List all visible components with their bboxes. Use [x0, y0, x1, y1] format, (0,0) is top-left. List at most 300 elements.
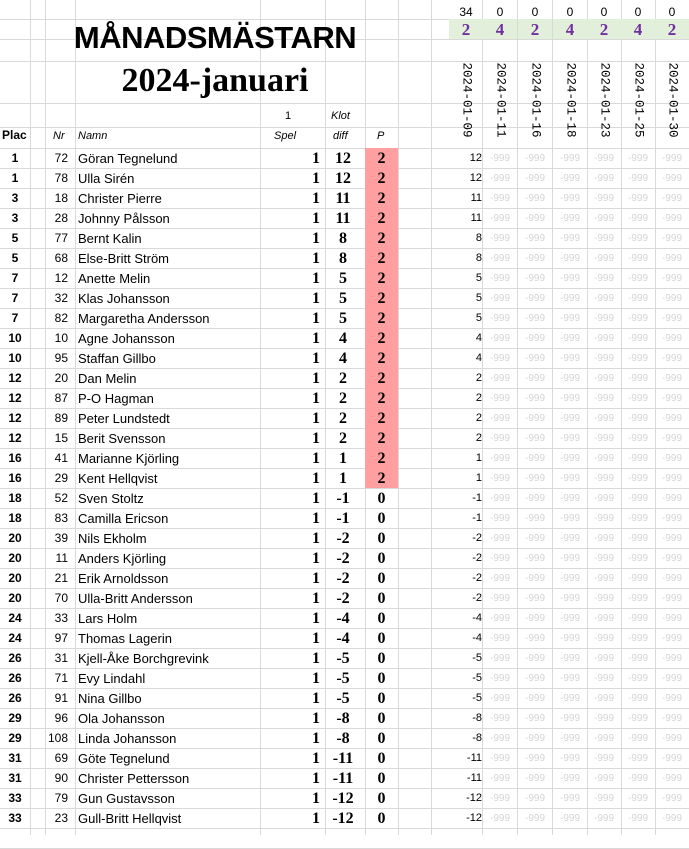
points-cell[interactable]: 0: [377, 590, 386, 607]
points-cell[interactable]: 2: [365, 368, 398, 388]
placeholder-cell[interactable]: -999: [593, 733, 614, 744]
top-count-cell[interactable]: 34: [459, 5, 473, 19]
placeholder-cell[interactable]: -999: [661, 813, 682, 824]
date-value-cell[interactable]: 1: [475, 452, 482, 464]
placeholder-cell[interactable]: -999: [593, 653, 614, 664]
placeholder-cell[interactable]: -999: [559, 713, 580, 724]
date-header-cell[interactable]: [655, 62, 689, 138]
points-cell[interactable]: 2: [365, 268, 398, 288]
placeholder-cell[interactable]: -999: [559, 393, 580, 404]
nr-cell[interactable]: 21: [54, 571, 68, 585]
green-value-cell[interactable]: 2: [518, 19, 552, 39]
points-cell[interactable]: 2: [365, 288, 398, 308]
plac-cell[interactable]: 12: [8, 391, 22, 405]
diff-cell[interactable]: 12: [335, 150, 351, 167]
points-cell[interactable]: 0: [377, 690, 386, 707]
placeholder-cell[interactable]: -999: [661, 193, 682, 204]
placeholder-cell[interactable]: -999: [489, 153, 510, 164]
date-header-cell[interactable]: [587, 62, 621, 138]
top-count-cell[interactable]: 0: [566, 5, 574, 19]
plac-cell[interactable]: 31: [8, 751, 22, 765]
spel-cell[interactable]: 1: [312, 410, 320, 427]
placeholder-cell[interactable]: -999: [661, 613, 682, 624]
name-cell[interactable]: Thomas Lagerin: [78, 631, 172, 646]
placeholder-cell[interactable]: -999: [524, 573, 545, 584]
placeholder-cell[interactable]: -999: [524, 253, 545, 264]
placeholder-cell[interactable]: -999: [593, 573, 614, 584]
plac-cell[interactable]: 12: [8, 371, 22, 385]
placeholder-cell[interactable]: -999: [524, 713, 545, 724]
placeholder-cell[interactable]: -999: [627, 513, 648, 524]
placeholder-cell[interactable]: -999: [661, 293, 682, 304]
plac-cell[interactable]: 24: [8, 611, 22, 625]
spel-cell[interactable]: 1: [312, 730, 320, 747]
name-cell[interactable]: Evy Lindahl: [78, 671, 146, 686]
green-value-cell[interactable]: 4: [621, 19, 655, 39]
date-value-cell[interactable]: 5: [475, 312, 482, 324]
nr-cell[interactable]: 52: [54, 491, 68, 505]
points-cell[interactable]: 0: [377, 730, 386, 747]
nr-cell[interactable]: 69: [54, 751, 68, 765]
date-value-cell[interactable]: -2: [472, 572, 482, 584]
placeholder-cell[interactable]: -999: [559, 473, 580, 484]
placeholder-cell[interactable]: -999: [559, 313, 580, 324]
name-cell[interactable]: Gull-Britt Hellqvist: [78, 811, 182, 826]
plac-cell[interactable]: 5: [11, 231, 19, 245]
points-cell[interactable]: 0: [377, 530, 386, 547]
date-value-cell[interactable]: 5: [475, 272, 482, 284]
points-cell[interactable]: 0: [377, 770, 386, 787]
placeholder-cell[interactable]: -999: [559, 693, 580, 704]
placeholder-cell[interactable]: -999: [593, 413, 614, 424]
placeholder-cell[interactable]: -999: [559, 773, 580, 784]
placeholder-cell[interactable]: -999: [559, 733, 580, 744]
plac-cell[interactable]: 18: [8, 491, 22, 505]
name-cell[interactable]: Ola Johansson: [78, 711, 165, 726]
placeholder-cell[interactable]: -999: [489, 213, 510, 224]
plac-cell[interactable]: 29: [8, 731, 22, 745]
spel-cell[interactable]: 1: [312, 150, 320, 167]
spel-cell[interactable]: 1: [312, 510, 320, 527]
plac-cell[interactable]: 20: [8, 531, 22, 545]
placeholder-cell[interactable]: -999: [559, 513, 580, 524]
placeholder-cell[interactable]: -999: [524, 273, 545, 284]
spel-cell[interactable]: 1: [312, 170, 320, 187]
placeholder-cell[interactable]: -999: [661, 773, 682, 784]
name-cell[interactable]: Anette Melin: [78, 271, 151, 286]
points-cell[interactable]: 2: [365, 408, 398, 428]
placeholder-cell[interactable]: -999: [489, 533, 510, 544]
points-cell[interactable]: 0: [377, 710, 386, 727]
spel-cell[interactable]: 1: [312, 790, 320, 807]
plac-cell[interactable]: 10: [8, 331, 22, 345]
diff-cell[interactable]: 2: [339, 430, 347, 447]
diff-cell[interactable]: 8: [339, 250, 347, 267]
placeholder-cell[interactable]: -999: [661, 653, 682, 664]
diff-cell[interactable]: -8: [336, 730, 350, 747]
placeholder-cell[interactable]: -999: [559, 673, 580, 684]
placeholder-cell[interactable]: -999: [593, 253, 614, 264]
plac-cell[interactable]: 26: [8, 671, 22, 685]
nr-cell[interactable]: 90: [54, 771, 68, 785]
placeholder-cell[interactable]: -999: [489, 453, 510, 464]
top-count-cell[interactable]: 0: [634, 5, 642, 19]
placeholder-cell[interactable]: -999: [559, 453, 580, 464]
placeholder-cell[interactable]: -999: [593, 633, 614, 644]
date-value-cell[interactable]: 1: [475, 472, 482, 484]
placeholder-cell[interactable]: -999: [593, 513, 614, 524]
points-cell[interactable]: 2: [365, 208, 398, 228]
placeholder-cell[interactable]: -999: [661, 793, 682, 804]
placeholder-cell[interactable]: -999: [661, 493, 682, 504]
nr-cell[interactable]: 18: [54, 191, 68, 205]
nr-cell[interactable]: 33: [54, 611, 68, 625]
placeholder-cell[interactable]: -999: [559, 213, 580, 224]
placeholder-cell[interactable]: -999: [489, 733, 510, 744]
spel-cell[interactable]: 1: [312, 710, 320, 727]
placeholder-cell[interactable]: -999: [661, 553, 682, 564]
nr-cell[interactable]: 28: [54, 211, 68, 225]
placeholder-cell[interactable]: -999: [593, 393, 614, 404]
placeholder-cell[interactable]: -999: [661, 573, 682, 584]
placeholder-cell[interactable]: -999: [661, 353, 682, 364]
placeholder-cell[interactable]: -999: [661, 173, 682, 184]
spel-cell[interactable]: 1: [312, 750, 320, 767]
placeholder-cell[interactable]: -999: [489, 573, 510, 584]
green-value-cell[interactable]: 2: [449, 19, 483, 39]
plac-cell[interactable]: 20: [8, 591, 22, 605]
placeholder-cell[interactable]: -999: [661, 153, 682, 164]
placeholder-cell[interactable]: -999: [627, 313, 648, 324]
placeholder-cell[interactable]: -999: [524, 653, 545, 664]
diff-cell[interactable]: 2: [339, 390, 347, 407]
name-cell[interactable]: Göte Tegnelund: [78, 751, 170, 766]
name-cell[interactable]: Marianne Kjörling: [78, 451, 180, 466]
name-cell[interactable]: Johnny Pålsson: [78, 211, 170, 226]
points-cell[interactable]: 2: [365, 428, 398, 448]
spel-cell[interactable]: 1: [312, 590, 320, 607]
top-count-cell[interactable]: 0: [496, 5, 504, 19]
placeholder-cell[interactable]: -999: [627, 373, 648, 384]
placeholder-cell[interactable]: -999: [559, 273, 580, 284]
placeholder-cell[interactable]: -999: [627, 233, 648, 244]
diff-cell[interactable]: 1: [339, 450, 347, 467]
date-value-cell[interactable]: 8: [475, 252, 482, 264]
placeholder-cell[interactable]: -999: [627, 793, 648, 804]
points-cell[interactable]: 2: [365, 188, 398, 208]
spel-cell[interactable]: 1: [312, 270, 320, 287]
points-cell[interactable]: 0: [377, 670, 386, 687]
placeholder-cell[interactable]: -999: [661, 453, 682, 464]
placeholder-cell[interactable]: -999: [593, 213, 614, 224]
placeholder-cell[interactable]: -999: [524, 353, 545, 364]
diff-cell[interactable]: -4: [336, 610, 350, 627]
spel-cell[interactable]: 1: [312, 310, 320, 327]
placeholder-cell[interactable]: -999: [661, 273, 682, 284]
diff-cell[interactable]: 12: [335, 170, 351, 187]
placeholder-cell[interactable]: -999: [489, 353, 510, 364]
placeholder-cell[interactable]: -999: [524, 173, 545, 184]
placeholder-cell[interactable]: -999: [559, 593, 580, 604]
name-cell[interactable]: Bernt Kalin: [78, 231, 142, 246]
name-cell[interactable]: Agne Johansson: [78, 331, 175, 346]
date-value-cell[interactable]: -4: [472, 612, 482, 624]
placeholder-cell[interactable]: -999: [559, 813, 580, 824]
points-cell[interactable]: 2: [365, 468, 398, 488]
spel-cell[interactable]: 1: [312, 810, 320, 827]
placeholder-cell[interactable]: -999: [489, 233, 510, 244]
diff-cell[interactable]: 8: [339, 230, 347, 247]
plac-cell[interactable]: 12: [8, 411, 22, 425]
placeholder-cell[interactable]: -999: [489, 393, 510, 404]
placeholder-cell[interactable]: -999: [559, 353, 580, 364]
nr-cell[interactable]: 96: [54, 711, 68, 725]
placeholder-cell[interactable]: -999: [524, 753, 545, 764]
nr-cell[interactable]: 95: [54, 351, 68, 365]
spel-cell[interactable]: 1: [312, 570, 320, 587]
placeholder-cell[interactable]: -999: [661, 693, 682, 704]
placeholder-cell[interactable]: -999: [661, 713, 682, 724]
placeholder-cell[interactable]: -999: [524, 393, 545, 404]
name-cell[interactable]: Staffan Gillbo: [78, 351, 156, 366]
placeholder-cell[interactable]: -999: [627, 533, 648, 544]
date-value-cell[interactable]: -12: [466, 792, 482, 804]
date-value-cell[interactable]: -4: [472, 632, 482, 644]
diff-cell[interactable]: 11: [335, 210, 351, 227]
plac-cell[interactable]: 20: [8, 571, 22, 585]
placeholder-cell[interactable]: -999: [489, 613, 510, 624]
name-cell[interactable]: Sven Stoltz: [78, 491, 144, 506]
date-value-cell[interactable]: -5: [472, 652, 482, 664]
name-cell[interactable]: Margaretha Andersson: [78, 311, 210, 326]
nr-cell[interactable]: 108: [47, 731, 68, 745]
placeholder-cell[interactable]: -999: [489, 753, 510, 764]
placeholder-cell[interactable]: -999: [559, 793, 580, 804]
placeholder-cell[interactable]: -999: [524, 233, 545, 244]
spel-cell[interactable]: 1: [312, 470, 320, 487]
placeholder-cell[interactable]: -999: [627, 813, 648, 824]
diff-cell[interactable]: -1: [336, 510, 350, 527]
name-cell[interactable]: P-O Hagman: [78, 391, 154, 406]
spel-cell[interactable]: 1: [312, 290, 320, 307]
placeholder-cell[interactable]: -999: [661, 513, 682, 524]
nr-cell[interactable]: 41: [54, 451, 68, 465]
placeholder-cell[interactable]: -999: [593, 613, 614, 624]
placeholder-cell[interactable]: -999: [559, 373, 580, 384]
diff-cell[interactable]: 2: [339, 370, 347, 387]
placeholder-cell[interactable]: -999: [559, 613, 580, 624]
placeholder-cell[interactable]: -999: [661, 253, 682, 264]
placeholder-cell[interactable]: -999: [559, 493, 580, 504]
placeholder-cell[interactable]: -999: [524, 313, 545, 324]
name-cell[interactable]: Christer Pettersson: [78, 771, 190, 786]
placeholder-cell[interactable]: -999: [661, 313, 682, 324]
placeholder-cell[interactable]: -999: [627, 433, 648, 444]
placeholder-cell[interactable]: -999: [593, 433, 614, 444]
placeholder-cell[interactable]: -999: [559, 293, 580, 304]
spel-cell[interactable]: 1: [312, 390, 320, 407]
placeholder-cell[interactable]: -999: [524, 733, 545, 744]
spel-cell[interactable]: 1: [312, 350, 320, 367]
placeholder-cell[interactable]: -999: [524, 813, 545, 824]
name-cell[interactable]: Klas Johansson: [78, 291, 170, 306]
spel-cell[interactable]: 1: [312, 610, 320, 627]
spel-cell[interactable]: 1: [312, 670, 320, 687]
diff-cell[interactable]: 5: [339, 290, 347, 307]
top-count-cell[interactable]: 0: [668, 5, 676, 19]
placeholder-cell[interactable]: -999: [627, 753, 648, 764]
nr-cell[interactable]: 68: [54, 251, 68, 265]
date-header-cell[interactable]: [621, 62, 655, 138]
diff-cell[interactable]: -11: [332, 750, 354, 767]
placeholder-cell[interactable]: -999: [559, 533, 580, 544]
plac-cell[interactable]: 16: [8, 471, 22, 485]
diff-cell[interactable]: -8: [336, 710, 350, 727]
top-count-cell[interactable]: 0: [600, 5, 608, 19]
name-cell[interactable]: Camilla Ericson: [78, 511, 169, 526]
plac-cell[interactable]: 31: [8, 771, 22, 785]
placeholder-cell[interactable]: -999: [661, 413, 682, 424]
diff-cell[interactable]: -5: [336, 670, 350, 687]
points-cell[interactable]: 0: [377, 570, 386, 587]
plac-cell[interactable]: 26: [8, 691, 22, 705]
placeholder-cell[interactable]: -999: [661, 373, 682, 384]
placeholder-cell[interactable]: -999: [593, 493, 614, 504]
diff-cell[interactable]: 5: [339, 270, 347, 287]
spel-cell[interactable]: 1: [312, 330, 320, 347]
green-value-cell[interactable]: 4: [553, 19, 587, 39]
spel-cell[interactable]: 1: [312, 370, 320, 387]
placeholder-cell[interactable]: -999: [593, 313, 614, 324]
placeholder-cell[interactable]: -999: [489, 773, 510, 784]
placeholder-cell[interactable]: -999: [627, 593, 648, 604]
nr-cell[interactable]: 20: [54, 371, 68, 385]
green-value-cell[interactable]: 2: [655, 19, 689, 39]
top-count-cell[interactable]: 0: [531, 5, 539, 19]
placeholder-cell[interactable]: -999: [627, 673, 648, 684]
placeholder-cell[interactable]: -999: [593, 553, 614, 564]
placeholder-cell[interactable]: -999: [524, 213, 545, 224]
green-value-cell[interactable]: 2: [587, 19, 621, 39]
placeholder-cell[interactable]: -999: [661, 633, 682, 644]
points-cell[interactable]: 2: [365, 148, 398, 168]
date-value-cell[interactable]: 12: [469, 152, 482, 164]
placeholder-cell[interactable]: -999: [661, 753, 682, 764]
placeholder-cell[interactable]: -999: [524, 473, 545, 484]
placeholder-cell[interactable]: -999: [627, 173, 648, 184]
date-value-cell[interactable]: -8: [472, 732, 482, 744]
plac-cell[interactable]: 10: [8, 351, 22, 365]
placeholder-cell[interactable]: -999: [593, 693, 614, 704]
nr-cell[interactable]: 15: [54, 431, 68, 445]
diff-cell[interactable]: -12: [332, 810, 354, 827]
placeholder-cell[interactable]: -999: [627, 193, 648, 204]
nr-cell[interactable]: 97: [54, 631, 68, 645]
diff-cell[interactable]: -2: [336, 590, 350, 607]
spel-cell[interactable]: 1: [312, 210, 320, 227]
date-value-cell[interactable]: 2: [475, 432, 482, 444]
placeholder-cell[interactable]: -999: [489, 493, 510, 504]
placeholder-cell[interactable]: -999: [524, 293, 545, 304]
date-header-cell[interactable]: [553, 62, 587, 138]
placeholder-cell[interactable]: -999: [627, 733, 648, 744]
date-value-cell[interactable]: 2: [475, 372, 482, 384]
placeholder-cell[interactable]: -999: [489, 293, 510, 304]
date-value-cell[interactable]: -11: [466, 772, 482, 784]
placeholder-cell[interactable]: -999: [559, 153, 580, 164]
placeholder-cell[interactable]: -999: [524, 433, 545, 444]
placeholder-cell[interactable]: -999: [627, 473, 648, 484]
placeholder-cell[interactable]: -999: [489, 673, 510, 684]
date-header-cell[interactable]: [449, 62, 483, 138]
plac-cell[interactable]: 33: [8, 811, 22, 825]
diff-cell[interactable]: 11: [335, 190, 351, 207]
placeholder-cell[interactable]: -999: [489, 513, 510, 524]
plac-cell[interactable]: 16: [8, 451, 22, 465]
diff-cell[interactable]: -11: [332, 770, 354, 787]
placeholder-cell[interactable]: -999: [489, 793, 510, 804]
points-cell[interactable]: 2: [365, 228, 398, 248]
plac-cell[interactable]: 26: [8, 651, 22, 665]
plac-cell[interactable]: 24: [8, 631, 22, 645]
name-cell[interactable]: Kent Hellqvist: [78, 471, 158, 486]
plac-cell[interactable]: 18: [8, 511, 22, 525]
placeholder-cell[interactable]: -999: [524, 193, 545, 204]
placeholder-cell[interactable]: -999: [661, 673, 682, 684]
placeholder-cell[interactable]: -999: [489, 813, 510, 824]
placeholder-cell[interactable]: -999: [559, 233, 580, 244]
placeholder-cell[interactable]: -999: [489, 273, 510, 284]
placeholder-cell[interactable]: -999: [489, 173, 510, 184]
placeholder-cell[interactable]: -999: [593, 193, 614, 204]
date-value-cell[interactable]: 4: [475, 352, 482, 364]
plac-cell[interactable]: 29: [8, 711, 22, 725]
plac-cell[interactable]: 7: [11, 311, 19, 325]
points-cell[interactable]: 0: [377, 650, 386, 667]
placeholder-cell[interactable]: -999: [593, 713, 614, 724]
plac-cell[interactable]: 20: [8, 551, 22, 565]
diff-cell[interactable]: -5: [336, 650, 350, 667]
diff-cell[interactable]: -12: [332, 790, 354, 807]
spel-cell[interactable]: 1: [312, 630, 320, 647]
placeholder-cell[interactable]: -999: [627, 273, 648, 284]
placeholder-cell[interactable]: -999: [593, 773, 614, 784]
date-value-cell[interactable]: 11: [470, 212, 482, 224]
placeholder-cell[interactable]: -999: [489, 333, 510, 344]
placeholder-cell[interactable]: -999: [593, 373, 614, 384]
placeholder-cell[interactable]: -999: [593, 153, 614, 164]
placeholder-cell[interactable]: -999: [627, 253, 648, 264]
points-cell[interactable]: 0: [377, 790, 386, 807]
placeholder-cell[interactable]: -999: [489, 373, 510, 384]
placeholder-cell[interactable]: -999: [627, 493, 648, 504]
placeholder-cell[interactable]: -999: [661, 473, 682, 484]
placeholder-cell[interactable]: -999: [627, 553, 648, 564]
spel-cell[interactable]: 1: [312, 770, 320, 787]
placeholder-cell[interactable]: -999: [627, 653, 648, 664]
placeholder-cell[interactable]: -999: [524, 333, 545, 344]
nr-cell[interactable]: 83: [54, 511, 68, 525]
nr-cell[interactable]: 39: [54, 531, 68, 545]
date-value-cell[interactable]: -5: [472, 672, 482, 684]
placeholder-cell[interactable]: -999: [627, 613, 648, 624]
points-cell[interactable]: 2: [365, 308, 398, 328]
placeholder-cell[interactable]: -999: [627, 453, 648, 464]
placeholder-cell[interactable]: -999: [661, 333, 682, 344]
placeholder-cell[interactable]: -999: [559, 253, 580, 264]
placeholder-cell[interactable]: -999: [559, 193, 580, 204]
placeholder-cell[interactable]: -999: [489, 413, 510, 424]
